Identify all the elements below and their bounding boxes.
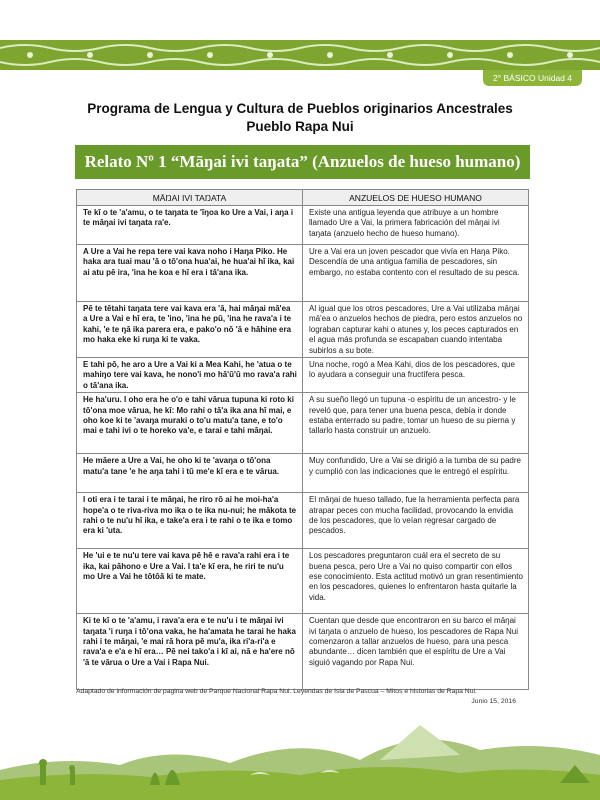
bilingual-story-table (76, 189, 529, 690)
story-title-bar (75, 145, 530, 179)
spanish-paragraph: El māŋai de hueso tallado, fue la herramienta perfecta para atrapar peces con mucha facilidad, provocando la envidia de los pescadores, que lo veían regresar cargado de pescados. (303, 493, 529, 549)
table-row (77, 245, 529, 302)
rapa-nui-paragraph: E tahi pō, he aro a Ure a Vai ki a Mea Kahi, he 'atua o te mahiŋo tere vai kava, he nono'i mo hā'ū'ū mo rava'a rahi o tā'ana ika. (77, 358, 303, 393)
table-row (77, 206, 529, 245)
rapa-nui-paragraph: He māere a Ure a Vai, he oho ki te 'avaŋa o tō'ona matu'a tane 'e he aŋa tahi i tū me'e kī era e te vārua. (77, 454, 303, 493)
rapa-nui-paragraph: He 'ui e te nu'u tere vai kava pē hē e rava'a rahi era i te ika, kai pāhono e Ure a Vai. I ta'e kī era, he riri te nu'u mo Ure a Vai he tōtōā ki te mate. (77, 549, 303, 614)
program-title-line2: Pueblo Rapa Nui (246, 119, 354, 134)
table-row (77, 614, 529, 690)
spanish-paragraph: A su sueño llegó un tupuna -o espíritu de un ancestro- y le reveló que, para tener una buena pesca, debía ir donde estaba enterrado su padre, tomar un hueso de su pierna y tallarlo hasta construir un anzuelo. (303, 393, 529, 454)
landscape-illustration-icon (0, 715, 600, 800)
spanish-paragraph: Cuentan que desde que encontraron en su barco el māŋai ivi taŋata o anzuelo de hueso, los pescadores de Rapa Nui comenzaron a tallar anzuelos de hueso, para una pesca abundante… dicen también que el espíritu de Ure a Vai siguió vagando por Rapa Nui. (303, 614, 529, 690)
table-row (77, 493, 529, 549)
top-white-strip (0, 0, 600, 40)
decorative-pattern-band (0, 40, 600, 70)
spanish-paragraph: Los pescadores preguntaron cuál era el secreto de su buena pesca, pero Ure a Vai no quiso compartir con ellos ese conocimiento. Esta actitud motivó un gran resentimiento en los pescadores, quienes lo enfrentaron hasta quitarle la vida. (303, 549, 529, 614)
table-row (77, 549, 529, 614)
spanish-paragraph: Ure a Vai era un joven pescador que vivía en Haŋa Piko. Descendía de una antigua familia de pescadores, sin embargo, no estaba contento con el resultado de su pesca. (303, 245, 529, 302)
table-row (77, 358, 529, 393)
rapa-nui-paragraph: He ha'uru. I oho era he o'o e tahi vārua tupuna ki roto ki tō'ona moe vārua, he kī: Mo rahi o tā'a ika ana hī mai, e oho koe ki te 'avaŋa muraki o to'u matu'a tane, e to'o mai e tahi ivi o te horeko va'e, e tarai e tahi māŋai. (77, 393, 303, 454)
rapa-nui-paragraph: A Ure a Vai he repa tere vai kava noho i Haŋa Piko. He haka ara tuai mau 'ā o tō'ona hua'ai, he hua'ai hī ika, kai ai atu pē ira, 'ina he koa e hī era i tā'ana ika. (77, 245, 303, 302)
spanish-paragraph: Existe una antigua leyenda que atribuye a un hombre llamado Ure a Vai, la primera fabricación del māŋai ivi taŋata (anzuelo hecho de hueso humano). (303, 206, 529, 245)
story-title: Relato Nº 1 “Māŋai ivi taŋata” (Anzuelos de hueso humano) (84, 152, 521, 171)
unit-badge: 2° BÁSICO Unidad 4 (483, 70, 582, 86)
spanish-paragraph: Una noche, rogó a Mea Kahi, dios de los pescadores, que lo ayudara a conseguir una fructífera pesca. (303, 358, 529, 393)
wave-pattern-icon (0, 40, 600, 70)
spanish-paragraph: Muy confundido, Ure a Vai se dirigió a la tumba de su padre y cumplió con las indicaciones que le entregó el espíritu. (303, 454, 529, 493)
rapa-nui-paragraph: Te kī o te 'a'amu, o te taŋata te 'īŋoa ko Ure a Vai, i aŋa i te māŋai ivi taŋata ra'e. (77, 206, 303, 245)
source-citation: Adaptado de información de pagina web de Parque Nacional Rapa Nui. Leyendas de Isla de Pascua – Mitos e historias de Rapa Nui. (76, 688, 477, 695)
table-row (77, 393, 529, 454)
rapa-nui-paragraph: Pē te tētahi taŋata tere vai kava era 'ā, hai māŋai mā'ea a Ure a Vai e hī era, te 'ino, 'ina he pū, 'ina he rava'a i te kahi, 'e te ŋā ika parera era, e pako'o nō 'ā e hāhine era mo haka eke ki ruŋa ki te vaka. (77, 302, 303, 358)
table-row (77, 302, 529, 358)
column-header-rapa-nui: MĀŊAI IVI TAŊATA (77, 190, 303, 206)
spanish-paragraph: Al igual que los otros pescadores, Ure a Vai utilizaba māŋai mā'ea o anzuelos hechos de piedra, pero estos anzuelos no lograban capturar kahi o atunes y, los peces capturados en el agua más profunda se escapaban cuando intentaba subirlos a su bote. (303, 302, 529, 358)
table-row (77, 454, 529, 493)
program-title-line1: Programa de Lengua y Cultura de Pueblos originarios Ancestrales (87, 101, 513, 116)
rapa-nui-paragraph: Ki te kī o te 'a'amu, i rava'a era e te nu'u i te māŋai ivi taŋata 'i ruŋa i tō'ona vaka, he ha'amata he tarai he haka rahi i te māŋai, 'e mai rā hora pē mu'a, ika ri'a-ri'a e rava'a e e'a e hī era… Pē nei tako'a i kī ai, nā e ha'ere nō 'ā te vārua o Ure a Vai i Rapa Nui. (77, 614, 303, 690)
column-header-spanish: ANZUELOS DE HUESO HUMANO (303, 190, 529, 206)
source-date: Junio 15, 2016 (471, 698, 516, 705)
rapa-nui-paragraph: I oti era i te tarai i te māŋai, he riro rō ai he moi-ha'a hope'a o te riva-riva mo ika o te ika nu-nui; he mākota te rahi o te nu'u hī ika, e take'a era i te rahi o te ika e tomo era ki 'uta. (77, 493, 303, 549)
program-title (0, 100, 600, 136)
